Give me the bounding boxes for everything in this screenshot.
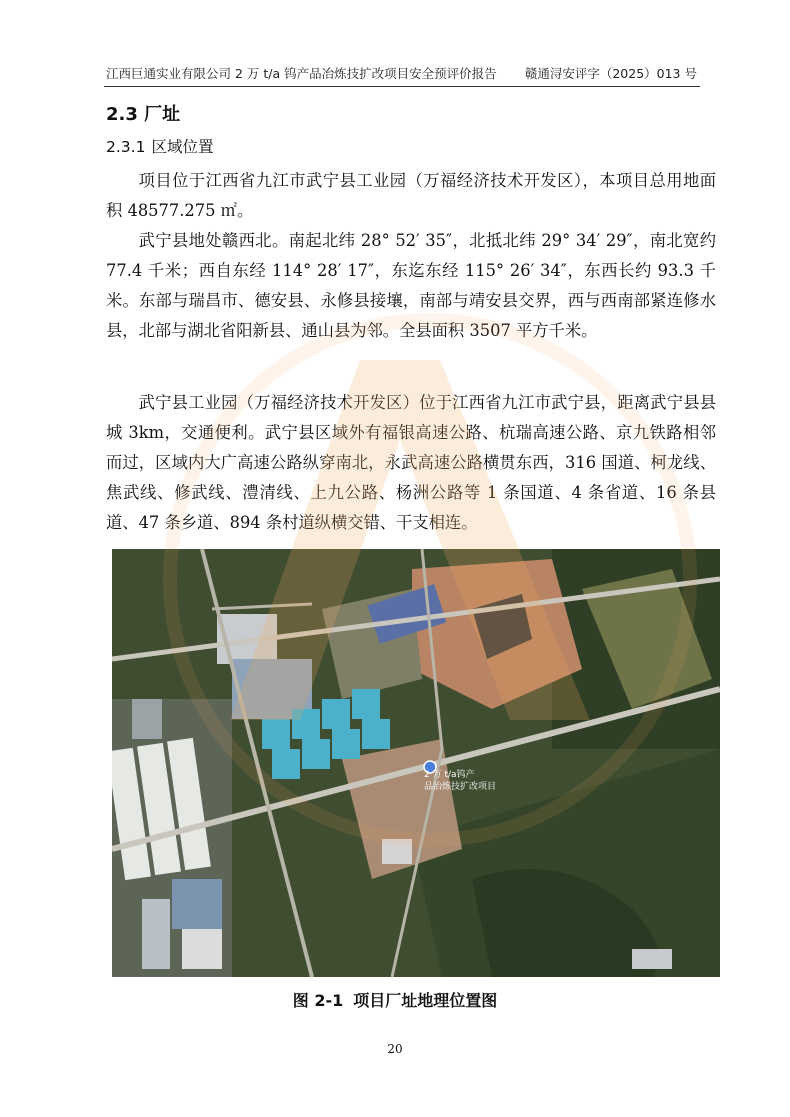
section-heading: 2.3 厂址 — [106, 104, 181, 125]
header-report-number: 赣通浔安评字（2025）013 号 — [524, 66, 697, 81]
header-divider — [104, 86, 700, 87]
map-label-line1: 2 万 t/a钨产 — [424, 770, 475, 780]
figure-caption — [0, 988, 790, 1011]
header-left-title: 江西巨通实业有限公司 2 万 t/a 钨产品冶炼技扩改项目安全预评价报告 — [106, 66, 497, 81]
figure-caption-number: 图 2-1 — [292, 991, 344, 1010]
satellite-map-image — [112, 549, 720, 977]
subsection-title: 区域位置 — [151, 138, 214, 156]
figure-caption-text: 项目厂址地理位置图 — [353, 991, 498, 1010]
map-label-line2: 品冶炼技扩改项目 — [424, 782, 497, 792]
paragraph-1: 项目位于江西省九江市武宁县工业园（万福经济技术开发区），本项目总用地面积 48577.275 ㎡。 — [106, 171, 716, 220]
paragraph-3: 武宁县工业园（万福经济技术开发区）位于江西省九江市武宁县，距离武宁县县城 3km，交通便利。武宁县区域外有福银高速公路、杭瑞高速公路、京九铁路相邻而过，区域内大广高速公路纵穿南北，永武高速公路横贯东西，316 国道、柯龙线、焦武线、修武线、澧清线、上九公路、杨洲公路等 1 条国道、4 条省道、16 条县道、47 条乡道、894 条村道纵横交错、干支相连。 — [106, 393, 716, 532]
paragraph-2: 武宁县地处赣西北。南起北纬 28° 52′ 35″，北抵北纬 29° 34′ 29″，南北宽约 77.4 千米；西自东经 114° 28′ 17″，东迄东经 115° 26′ 34″，东西长约 93.3 千米。东部与瑞昌市、德安县、永修县接壤，南部与靖安县交界，西与西南部紧连修水县，北部与湖北省阳新县、通山县为邻。全县面积 3507 平方千米。 — [106, 231, 716, 340]
page-number: 20 — [387, 1042, 403, 1056]
subsection-number: 2.3.1 — [106, 138, 146, 156]
subsection-heading — [106, 135, 213, 157]
